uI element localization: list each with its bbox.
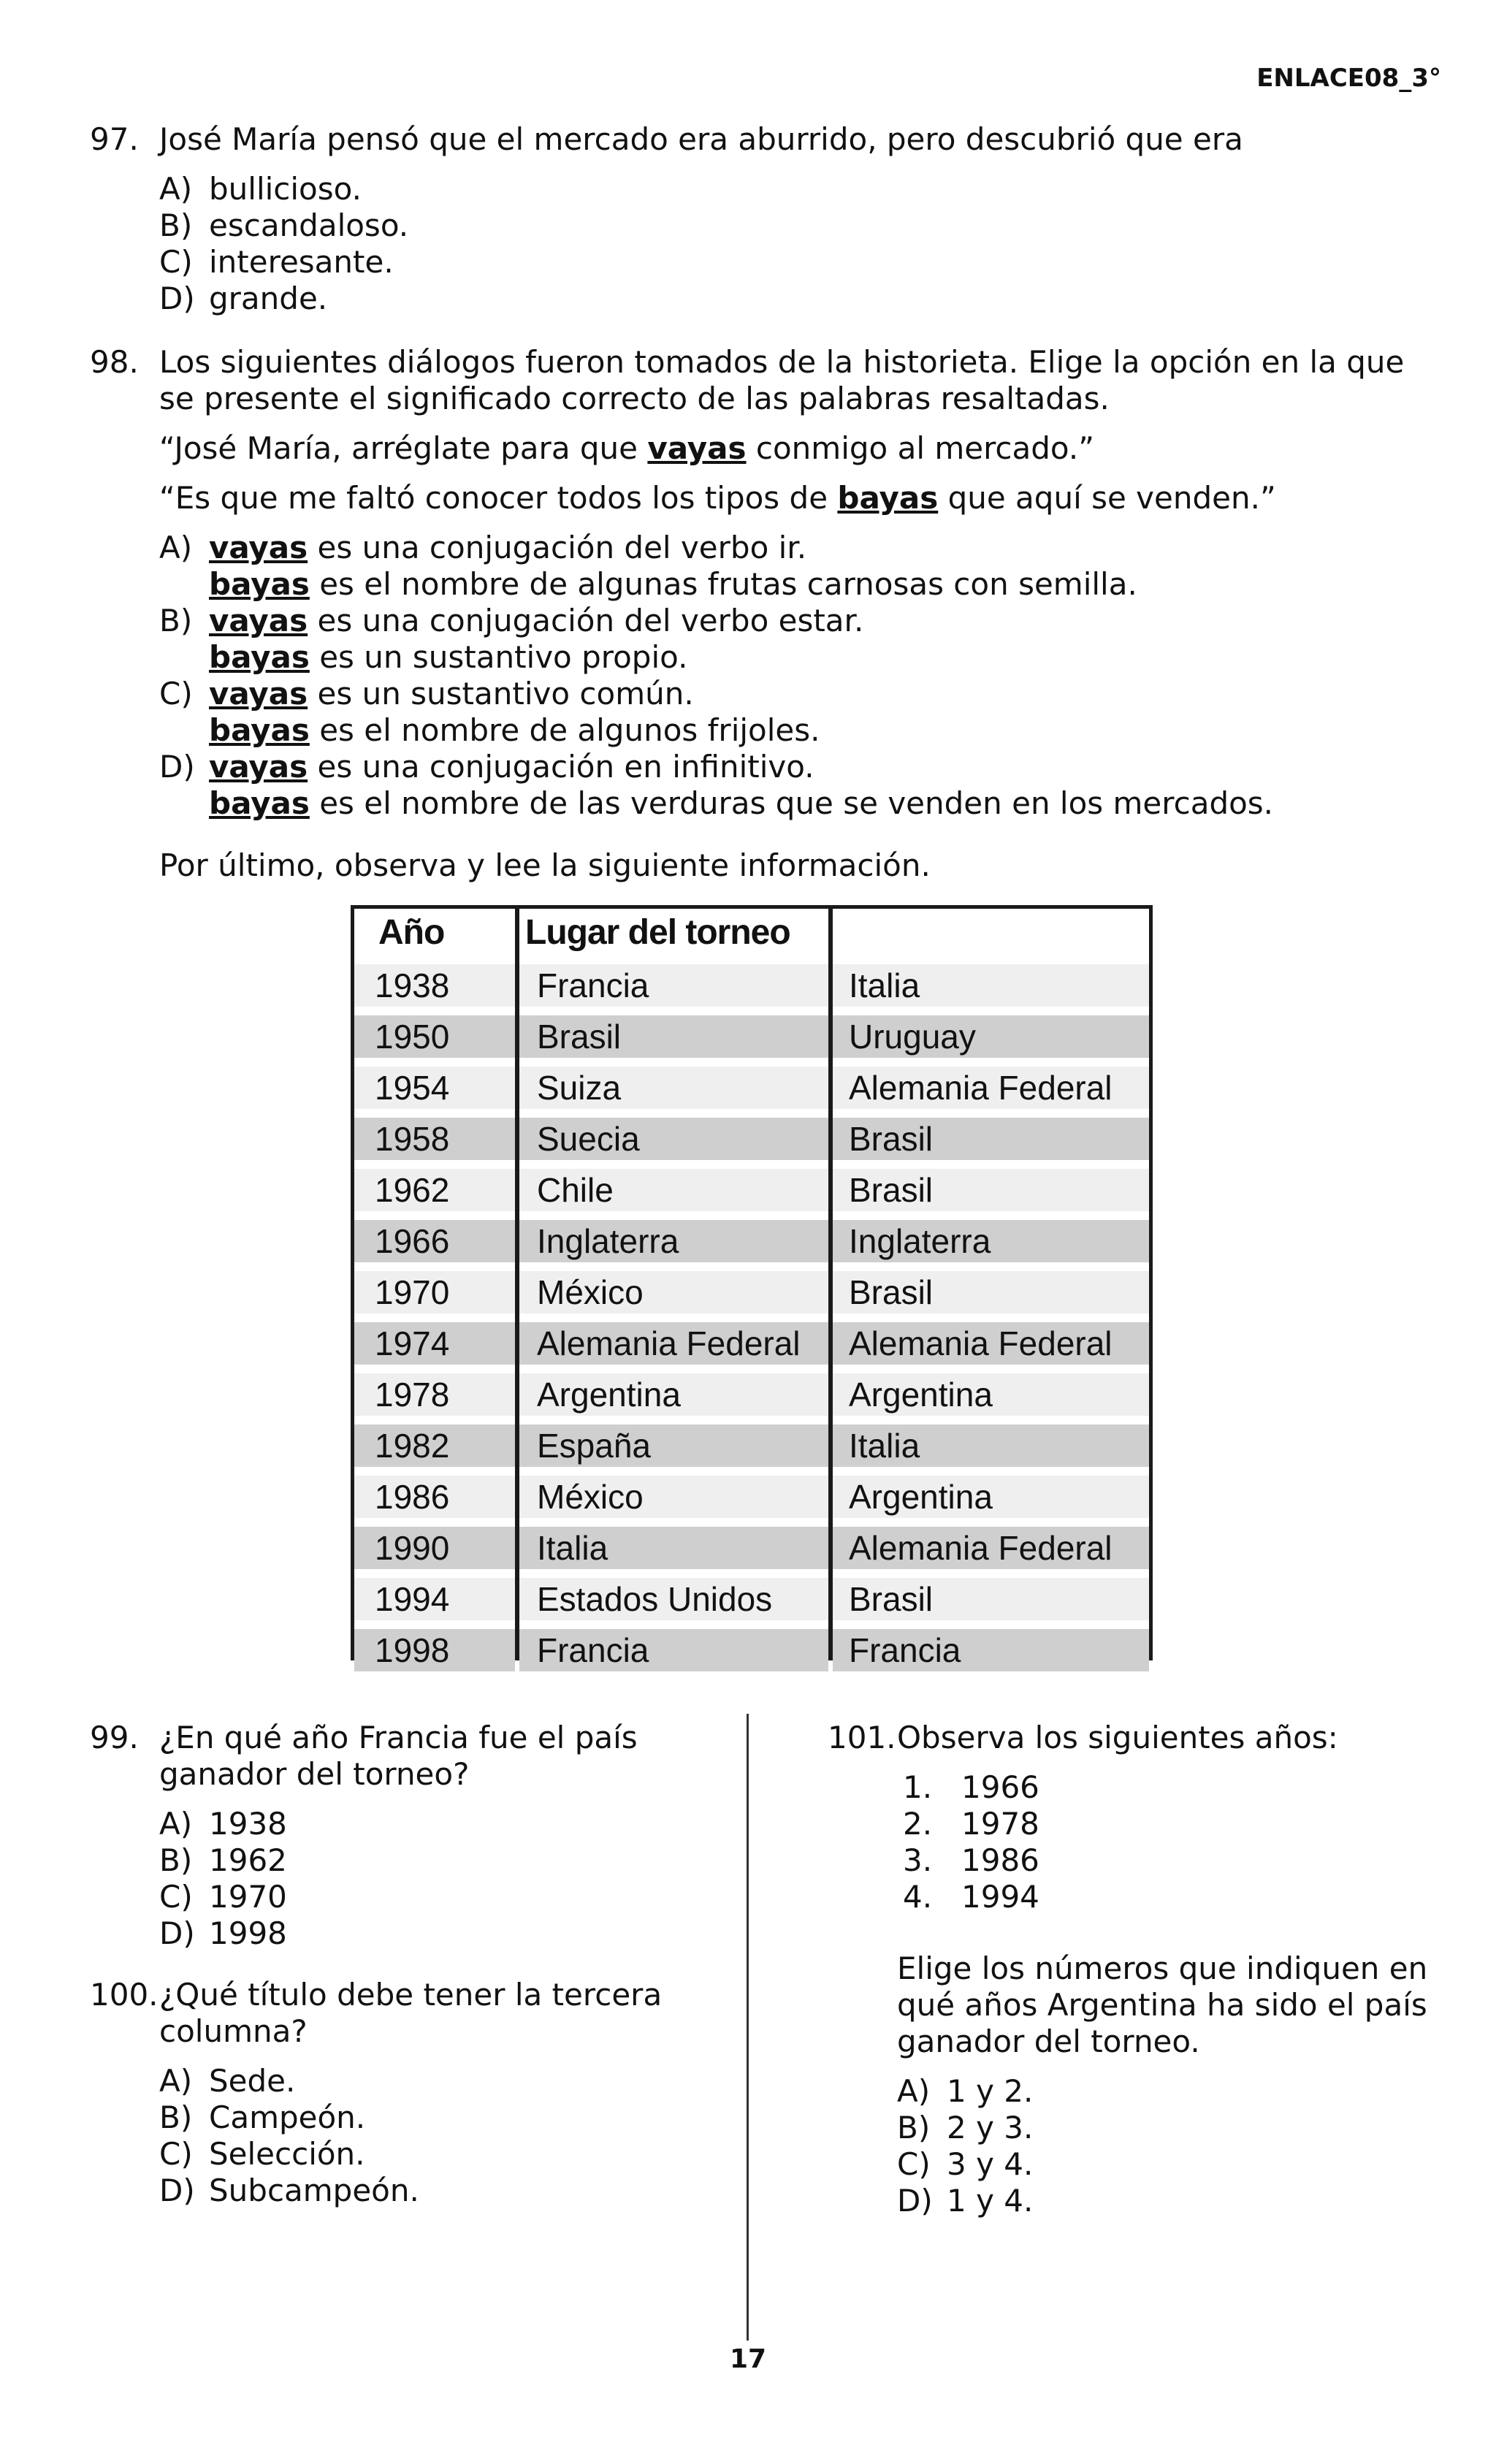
cell-year: 1994	[354, 1578, 515, 1620]
question-text: José María pensó que el mercado era aburrido, pero descubrió que era	[159, 121, 1243, 157]
question-98	[90, 344, 1419, 822]
option-c[interactable]	[159, 2136, 733, 2173]
question-100	[90, 1977, 733, 2209]
question-text: Observa los siguientes años:	[897, 1720, 1338, 1755]
cell-place: Brasil	[519, 1015, 828, 1058]
cell-place: Inglaterra	[519, 1220, 828, 1262]
option-b[interactable]: B) vayas es una conjugación del verbo estar. bayas es un sustantivo propio.	[159, 603, 864, 675]
cell-year: 1958	[354, 1118, 515, 1160]
tournament-table	[351, 905, 1153, 1669]
question-text: ¿Qué título debe tener la tercera columna?	[159, 1977, 663, 2049]
option-text: 1962	[209, 1842, 287, 1878]
option-letter: B)	[159, 1842, 193, 1878]
options-list	[159, 2063, 733, 2209]
option-a[interactable]	[897, 2073, 1449, 2110]
options-list	[159, 171, 1449, 317]
column-divider	[747, 1714, 749, 2341]
cell-third: Alemania Federal	[833, 1527, 1149, 1569]
dialog-1: “José María, arréglate para que vayas conmigo al mercado.”	[159, 430, 1094, 466]
cell-third: Uruguay	[833, 1015, 1149, 1058]
cell-third: Alemania Federal	[833, 1067, 1149, 1109]
table-row	[354, 1011, 1149, 1062]
option-letter: B)	[159, 2099, 193, 2135]
question-number: 101.	[828, 1720, 896, 1755]
option-text: 1970	[209, 1879, 287, 1915]
option-text: Campeón.	[209, 2099, 366, 2135]
option-c[interactable]	[159, 244, 1449, 281]
table-row	[354, 960, 1149, 1011]
option-d[interactable]: D) vayas es una conjugación en infinitivo. bayas es el nombre de las verduras que se venden en los mercados.	[159, 749, 1274, 821]
table-row	[354, 1369, 1149, 1420]
year-item: 1. 1966	[903, 1769, 1039, 1805]
option-a[interactable]	[159, 1806, 733, 1842]
year-item: 4. 1994	[903, 1879, 1039, 1915]
option-letter: D)	[159, 749, 195, 785]
option-d[interactable]	[159, 1915, 733, 1952]
option-text: grande.	[209, 281, 328, 316]
page-number: 17	[729, 2344, 767, 2374]
option-letter: C)	[159, 244, 193, 280]
table-row	[354, 1062, 1149, 1113]
cell-third: Brasil	[833, 1271, 1149, 1313]
cell-year: 1974	[354, 1322, 515, 1365]
table-row	[354, 1522, 1149, 1574]
question-number: 99.	[90, 1720, 139, 1755]
highlight-word: vayas	[647, 430, 747, 466]
header-place: Lugar del torneo	[525, 913, 790, 952]
option-letter: D)	[159, 281, 195, 316]
option-text: 1 y 4.	[947, 2183, 1034, 2219]
option-d[interactable]	[159, 281, 1449, 317]
option-c[interactable]: C) vayas es un sustantivo común. bayas es el nombre de algunos frijoles.	[159, 676, 820, 748]
question-text: ¿En qué año Francia fue el país ganador del torneo?	[159, 1720, 638, 1792]
cell-third: Brasil	[833, 1118, 1149, 1160]
cell-place: México	[519, 1271, 828, 1313]
option-letter: B)	[159, 603, 193, 638]
option-a[interactable]	[159, 171, 1449, 207]
option-b[interactable]	[897, 2110, 1449, 2146]
cell-year: 1978	[354, 1373, 515, 1416]
option-text: Subcampeón.	[209, 2173, 419, 2208]
options-list	[897, 2073, 1449, 2219]
cell-place: Alemania Federal	[519, 1322, 828, 1365]
highlight-word: bayas	[837, 480, 939, 516]
table-row	[354, 1625, 1149, 1676]
cell-year: 1990	[354, 1527, 515, 1569]
question-instruction: Elige los números que indiquen en qué años Argentina ha sido el país ganador del torneo.	[897, 1950, 1428, 2059]
option-c[interactable]	[897, 2146, 1449, 2183]
option-a[interactable]: A) vayas es una conjugación del verbo ir. bayas es el nombre de algunas frutas carnosas con semilla.	[159, 530, 1137, 602]
option-letter: B)	[159, 207, 193, 243]
cell-third: Argentina	[833, 1373, 1149, 1416]
option-d[interactable]	[159, 2173, 733, 2209]
cell-place: Estados Unidos	[519, 1578, 828, 1620]
cell-year: 1962	[354, 1169, 515, 1211]
option-b[interactable]	[159, 2099, 733, 2136]
table-body	[354, 960, 1149, 1676]
cell-third: Alemania Federal	[833, 1322, 1149, 1365]
option-text: Sede.	[209, 2063, 296, 2099]
option-letter: A)	[159, 171, 193, 207]
question-99	[90, 1720, 733, 1952]
option-letter: D)	[159, 2173, 195, 2208]
option-text: 3 y 4.	[947, 2146, 1034, 2182]
option-letter: C)	[159, 676, 193, 712]
option-letter: A)	[159, 530, 193, 565]
years-list	[903, 1769, 1449, 1915]
cell-year: 1966	[354, 1220, 515, 1262]
cell-year: 1950	[354, 1015, 515, 1058]
option-text: 2 y 3.	[947, 2110, 1034, 2145]
cell-place: México	[519, 1476, 828, 1518]
option-text: Selección.	[209, 2136, 365, 2172]
cell-place: Argentina	[519, 1373, 828, 1416]
option-text: 1998	[209, 1915, 287, 1951]
cell-third: Francia	[833, 1629, 1149, 1671]
option-a[interactable]	[159, 2063, 733, 2099]
option-text: escandaloso.	[209, 207, 409, 243]
cell-year: 1954	[354, 1067, 515, 1109]
options-list	[159, 530, 1419, 822]
option-letter: B)	[897, 2110, 931, 2145]
cell-place: Suecia	[519, 1118, 828, 1160]
option-b[interactable]	[159, 1842, 733, 1879]
option-letter: C)	[897, 2146, 931, 2182]
option-letter: D)	[159, 1915, 195, 1951]
table-row	[354, 1113, 1149, 1164]
cell-third: Argentina	[833, 1476, 1149, 1518]
cell-year: 1982	[354, 1424, 515, 1467]
option-text: 1938	[209, 1806, 287, 1842]
option-b[interactable]	[159, 207, 1449, 244]
header-year: Año	[378, 913, 445, 952]
question-number: 98.	[90, 344, 139, 380]
intro-text: Por último, observa y lee la siguiente información.	[159, 847, 931, 883]
table-row	[354, 1420, 1149, 1471]
cell-place: Suiza	[519, 1067, 828, 1109]
question-97	[90, 121, 1449, 317]
cell-year: 1998	[354, 1629, 515, 1671]
cell-third: Italia	[833, 964, 1149, 1007]
question-number: 97.	[90, 121, 139, 157]
table-row	[354, 1318, 1149, 1369]
cell-third: Inglaterra	[833, 1220, 1149, 1262]
question-text: Los siguientes diálogos fueron tomados de la historieta. Elige la opción en la que se presente el significado correcto de las palabras resaltadas.	[159, 344, 1405, 416]
option-text: bullicioso.	[209, 171, 362, 207]
table-row	[354, 1471, 1149, 1522]
cell-place: Francia	[519, 1629, 828, 1671]
option-letter: A)	[159, 1806, 193, 1842]
cell-year: 1970	[354, 1271, 515, 1313]
cell-place: Italia	[519, 1527, 828, 1569]
exam-code: ENLACE08_3°	[1256, 64, 1441, 93]
dialog-2: “Es que me faltó conocer todos los tipos de bayas que aquí se venden.”	[159, 480, 1276, 516]
table-header	[354, 909, 1149, 960]
options-list	[159, 1806, 733, 1952]
option-letter: C)	[159, 2136, 193, 2172]
cell-place: Francia	[519, 964, 828, 1007]
table-row	[354, 1216, 1149, 1267]
table-row	[354, 1267, 1149, 1318]
question-101	[828, 1720, 1449, 2219]
question-number: 100.	[90, 1977, 159, 2013]
option-letter: D)	[897, 2183, 933, 2219]
cell-place: Chile	[519, 1169, 828, 1211]
table-row	[354, 1574, 1149, 1625]
table-row	[354, 1164, 1149, 1216]
option-d[interactable]	[897, 2183, 1449, 2219]
option-letter: A)	[897, 2073, 931, 2109]
option-letter: C)	[159, 1879, 193, 1915]
cell-third: Brasil	[833, 1169, 1149, 1211]
option-text: 1 y 2.	[947, 2073, 1034, 2109]
option-letter: A)	[159, 2063, 193, 2099]
cell-third: Brasil	[833, 1578, 1149, 1620]
option-text: interesante.	[209, 244, 394, 280]
cell-year: 1938	[354, 964, 515, 1007]
option-c[interactable]	[159, 1879, 733, 1915]
cell-place: España	[519, 1424, 828, 1467]
year-item: 3. 1986	[903, 1842, 1039, 1878]
cell-year: 1986	[354, 1476, 515, 1518]
cell-third: Italia	[833, 1424, 1149, 1467]
year-item: 2. 1978	[903, 1806, 1039, 1842]
